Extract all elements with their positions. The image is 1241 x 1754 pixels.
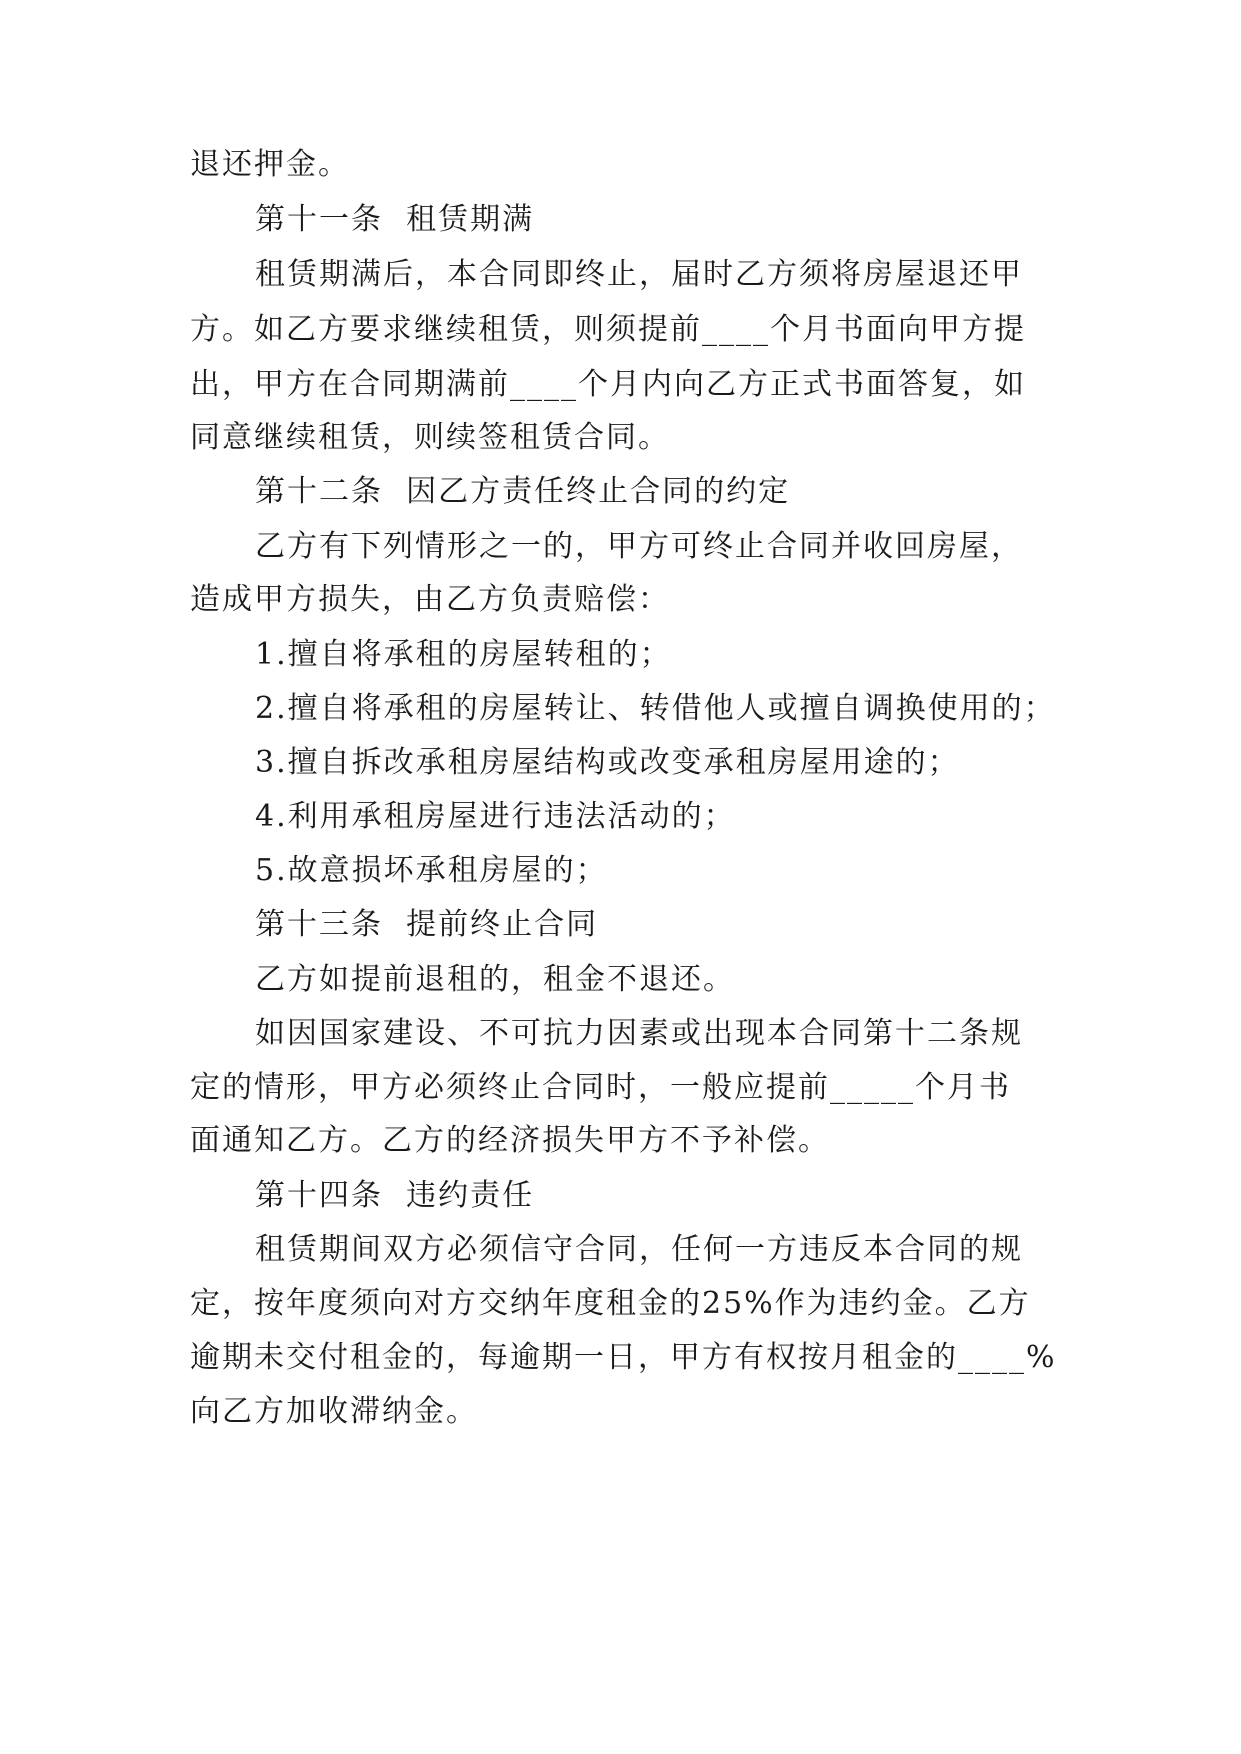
list-item: 3.擅自拆改承租房屋结构或改变承租房屋用途的； [255, 745, 960, 780]
paragraph-line: 面通知乙方。乙方的经济损失甲方不予补偿。 [190, 1123, 830, 1158]
list-item: 1.擅自将承租的房屋转租的； [255, 637, 672, 672]
article-heading: 第十三条 提前终止合同 [255, 907, 599, 942]
paragraph-line: 定的情形，甲方必须终止合同时，一般应提前_____个月书 [190, 1070, 1011, 1105]
paragraph-line: 乙方如提前退租的，租金不退还。 [255, 962, 735, 997]
article-heading: 第十二条 因乙方责任终止合同的约定 [255, 474, 791, 509]
paragraph-line: 租赁期间双方必须信守合同，任何一方违反本合同的规 [255, 1232, 1023, 1267]
paragraph-line: 同意继续租赁，则续签租赁合同。 [190, 420, 670, 455]
paragraph-line: 退还押金。 [190, 147, 350, 182]
paragraph-line: 租赁期满后，本合同即终止，届时乙方须将房屋退还甲 [255, 257, 1023, 292]
list-item: 4.利用承租房屋进行违法活动的； [255, 799, 736, 834]
paragraph-line: 定，按年度须向对方交纳年度租金的25%作为违约金。乙方 [190, 1286, 1031, 1321]
paragraph-line: 向乙方加收滞纳金。 [190, 1394, 478, 1429]
article-heading: 第十四条 违约责任 [255, 1178, 535, 1213]
paragraph-line: 出，甲方在合同期满前____个月内向乙方正式书面答复，如 [190, 367, 1026, 402]
paragraph-line: 逾期未交付租金的，每逾期一日，甲方有权按月租金的____% [190, 1340, 1057, 1375]
list-item: 5.故意损坏承租房屋的； [255, 853, 608, 888]
paragraph-line: 造成甲方损失，由乙方负责赔偿： [190, 582, 670, 617]
article-heading: 第十一条 租赁期满 [255, 202, 535, 237]
list-item: 2.擅自将承租的房屋转让、转借他人或擅自调换使用的； [255, 691, 1056, 726]
paragraph-line: 方。如乙方要求继续租赁，则须提前____个月书面向甲方提 [190, 312, 1026, 347]
paragraph-line: 如因国家建设、不可抗力因素或出现本合同第十二条规 [255, 1016, 1023, 1051]
paragraph-line: 乙方有下列情形之一的，甲方可终止合同并收回房屋， [255, 529, 1023, 564]
